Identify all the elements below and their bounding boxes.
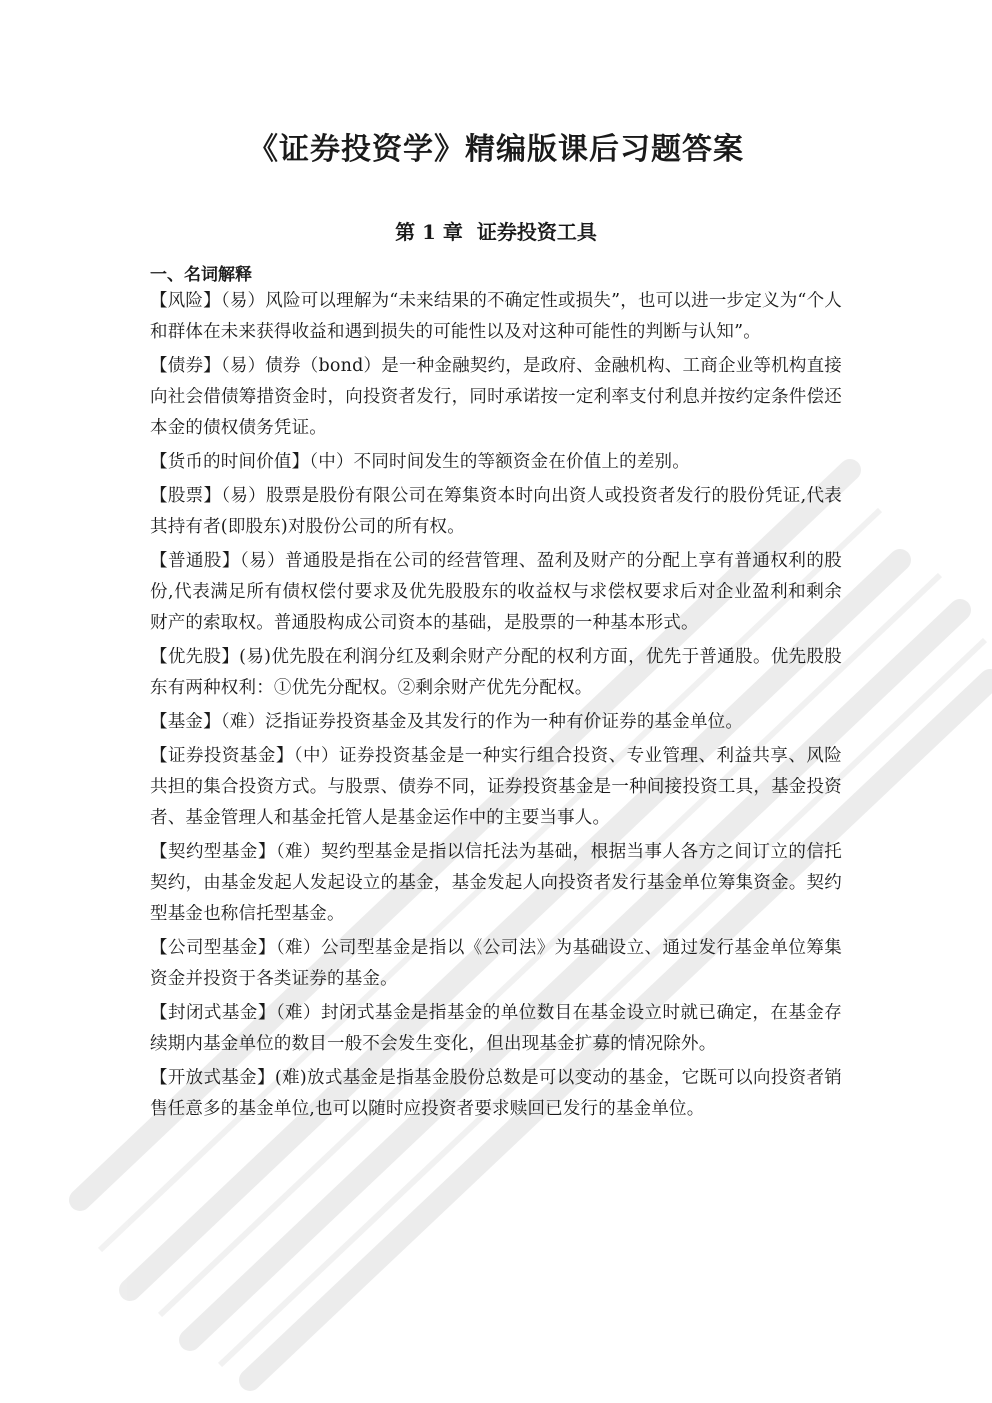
- glossary-entry-common-stock: 【普通股】（易）普通股是指在公司的经营管理、盈利及财产的分配上享有普通权利的股份,代表满足所有债权偿付要求及优先股股东的收益权与求偿权要求后对企业盈利和剩余财产的索取权。普通股构成公司资本的基础，是股票的一种基本形式。: [150, 551, 842, 633]
- glossary-entry-closed-end-fund: 【封闭式基金】（难）封闭式基金是指基金的单位数目在基金设立时就已确定，在基金存续期内基金单位的数目一般不会发生变化，但出现基金扩募的情况除外。: [150, 1003, 842, 1054]
- glossary-entry-fund: 【基金】（难）泛指证券投资基金及其发行的作为一种有价证券的基金单位。: [150, 712, 744, 732]
- glossary-entry-securities-investment-fund: 【证券投资基金】（中）证券投资基金是一种实行组合投资、专业管理、利益共享、风险共担的集合投资方式。与股票、债券不同，证券投资基金是一种间接投资工具，基金投资者、基金管理人和基金托管人是基金运作中的主要当事人。: [150, 746, 842, 828]
- section-heading: 一、名词解释: [150, 265, 252, 285]
- glossary-entry-bond: 【债券】（易）债券（bond）是一种金融契约，是政府、金融机构、工商企业等机构直接向社会借债筹措资金时，向投资者发行，同时承诺按一定利率支付利息并按约定条件偿还本金的债权债务凭证。: [150, 356, 842, 438]
- chapter-number: 第 1 章: [395, 220, 463, 244]
- glossary-entry-time-value-of-money: 【货币的时间价值】（中）不同时间发生的等额资金在价值上的差别。: [150, 452, 690, 472]
- chapter-title: [0, 216, 992, 245]
- glossary-list: [150, 286, 842, 1128]
- glossary-entry-preferred-stock: 【优先股】(易)优先股在利润分红及剩余财产分配的权利方面，优先于普通股。优先股股东有两种权利：①优先分配权。②剩余财产优先分配权。: [150, 647, 842, 698]
- glossary-entry-open-end-fund: 【开放式基金】(难)放式基金是指基金股份总数是可以变动的基金，它既可以向投资者销售任意多的基金单位,也可以随时应投资者要求赎回已发行的基金单位。: [150, 1068, 842, 1119]
- document-title: 《证券投资学》精编版课后习题答案: [248, 132, 744, 167]
- glossary-entry-corporate-fund: 【公司型基金】（难）公司型基金是指以《公司法》为基础设立、通过发行基金单位筹集资金并投资于各类证券的基金。: [150, 938, 842, 989]
- glossary-entry-stock: 【股票】（易）股票是股份有限公司在筹集资本时向出资人或投资者发行的股份凭证,代表其持有者(即股东)对股份公司的所有权。: [150, 486, 842, 537]
- chapter-name: 证券投资工具: [476, 220, 597, 244]
- glossary-entry-contractual-fund: 【契约型基金】（难）契约型基金是指以信托法为基础，根据当事人各方之间订立的信托契约，由基金发起人发起设立的基金，基金发起人向投资者发行基金单位筹集资金。契约型基金也称信托型基金。: [150, 842, 842, 924]
- glossary-entry-risk: 【风险】（易）风险可以理解为“未来结果的不确定性或损失”，也可以进一步定义为“个人和群体在未来获得收益和遇到损失的可能性以及对这种可能性的判断与认知”。: [150, 291, 842, 342]
